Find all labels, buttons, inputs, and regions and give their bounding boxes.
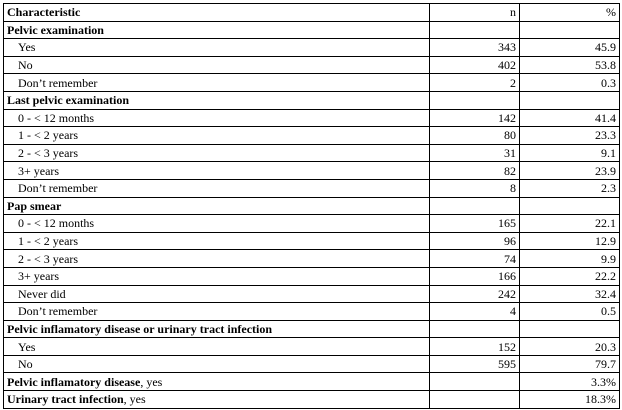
section-label: Pelvic inflamatory disease or urinary tract infection <box>4 320 430 338</box>
cell-n: 142 <box>430 109 520 127</box>
cell-percent: 9.9 <box>520 250 620 268</box>
row-label: 1 - < 2 years <box>4 127 430 145</box>
row-label: 0 - < 12 months <box>4 109 430 127</box>
table-row <box>4 355 620 373</box>
cell-percent: 0.3 <box>520 74 620 92</box>
cell-n: 80 <box>430 127 520 145</box>
cell-percent <box>520 91 620 109</box>
cell-percent: 23.9 <box>520 162 620 180</box>
cell-n: 4 <box>430 303 520 321</box>
table-row <box>4 162 620 180</box>
cell-percent <box>520 21 620 39</box>
table-row <box>4 39 620 57</box>
cell-percent: 20.3 <box>520 338 620 356</box>
characteristics-table-container <box>3 3 620 409</box>
section-label: Pelvic examination <box>4 21 430 39</box>
header-percent: % <box>520 4 620 22</box>
table-section-row <box>4 197 620 215</box>
row-label <box>4 391 430 409</box>
cell-percent: 3.3% <box>520 373 620 391</box>
cell-percent: 18.3% <box>520 391 620 409</box>
table-row <box>4 179 620 197</box>
table-row <box>4 56 620 74</box>
table-body <box>4 21 620 408</box>
cell-percent: 32.4 <box>520 285 620 303</box>
cell-percent: 0.5 <box>520 303 620 321</box>
table-row <box>4 144 620 162</box>
summary-label: Urinary tract infection <box>7 392 124 407</box>
cell-n: 74 <box>430 250 520 268</box>
table-row <box>4 285 620 303</box>
cell-n: 96 <box>430 232 520 250</box>
cell-n: 2 <box>430 74 520 92</box>
summary-suffix: , yes <box>140 374 163 389</box>
cell-percent: 12.9 <box>520 232 620 250</box>
characteristics-table <box>3 3 620 409</box>
cell-percent: 9.1 <box>520 144 620 162</box>
header-n: n <box>430 4 520 22</box>
table-row <box>4 303 620 321</box>
row-label: 2 - < 3 years <box>4 250 430 268</box>
row-label: 2 - < 3 years <box>4 144 430 162</box>
cell-n <box>430 91 520 109</box>
row-label: 3+ years <box>4 162 430 180</box>
cell-n: 82 <box>430 162 520 180</box>
section-label: Last pelvic examination <box>4 91 430 109</box>
cell-n: 31 <box>430 144 520 162</box>
cell-percent: 53.8 <box>520 56 620 74</box>
cell-percent <box>520 320 620 338</box>
row-label: Yes <box>4 338 430 356</box>
cell-percent: 2.3 <box>520 179 620 197</box>
table-summary-row <box>4 373 620 391</box>
summary-suffix: , yes <box>123 392 146 407</box>
cell-n: 152 <box>430 338 520 356</box>
table-row <box>4 232 620 250</box>
cell-n <box>430 197 520 215</box>
cell-percent: 45.9 <box>520 39 620 57</box>
cell-n <box>430 391 520 409</box>
table-row <box>4 215 620 233</box>
cell-n: 343 <box>430 39 520 57</box>
row-label: Don’t remember <box>4 74 430 92</box>
row-label: No <box>4 355 430 373</box>
row-label: Never did <box>4 285 430 303</box>
row-label: Yes <box>4 39 430 57</box>
table-row <box>4 74 620 92</box>
table-summary-row <box>4 391 620 409</box>
cell-n <box>430 21 520 39</box>
cell-percent: 22.2 <box>520 267 620 285</box>
section-label: Pap smear <box>4 197 430 215</box>
table-row <box>4 250 620 268</box>
cell-n <box>430 373 520 391</box>
row-label: Don’t remember <box>4 303 430 321</box>
table-row <box>4 109 620 127</box>
row-label <box>4 373 430 391</box>
cell-n: 242 <box>430 285 520 303</box>
summary-label: Pelvic inflamatory disease <box>7 374 141 389</box>
table-row <box>4 267 620 285</box>
cell-percent <box>520 197 620 215</box>
cell-percent: 79.7 <box>520 355 620 373</box>
table-header-row <box>4 4 620 22</box>
cell-n <box>430 320 520 338</box>
row-label: 1 - < 2 years <box>4 232 430 250</box>
cell-n: 166 <box>430 267 520 285</box>
header-characteristic: Characteristic <box>4 4 430 22</box>
cell-n: 402 <box>430 56 520 74</box>
cell-percent: 22.1 <box>520 215 620 233</box>
cell-percent: 41.4 <box>520 109 620 127</box>
row-label: No <box>4 56 430 74</box>
table-section-row <box>4 320 620 338</box>
row-label: 3+ years <box>4 267 430 285</box>
cell-n: 8 <box>430 179 520 197</box>
cell-n: 165 <box>430 215 520 233</box>
table-row <box>4 338 620 356</box>
row-label: Don’t remember <box>4 179 430 197</box>
table-row <box>4 127 620 145</box>
table-section-row <box>4 21 620 39</box>
table-section-row <box>4 91 620 109</box>
cell-n: 595 <box>430 355 520 373</box>
row-label: 0 - < 12 months <box>4 215 430 233</box>
cell-percent: 23.3 <box>520 127 620 145</box>
